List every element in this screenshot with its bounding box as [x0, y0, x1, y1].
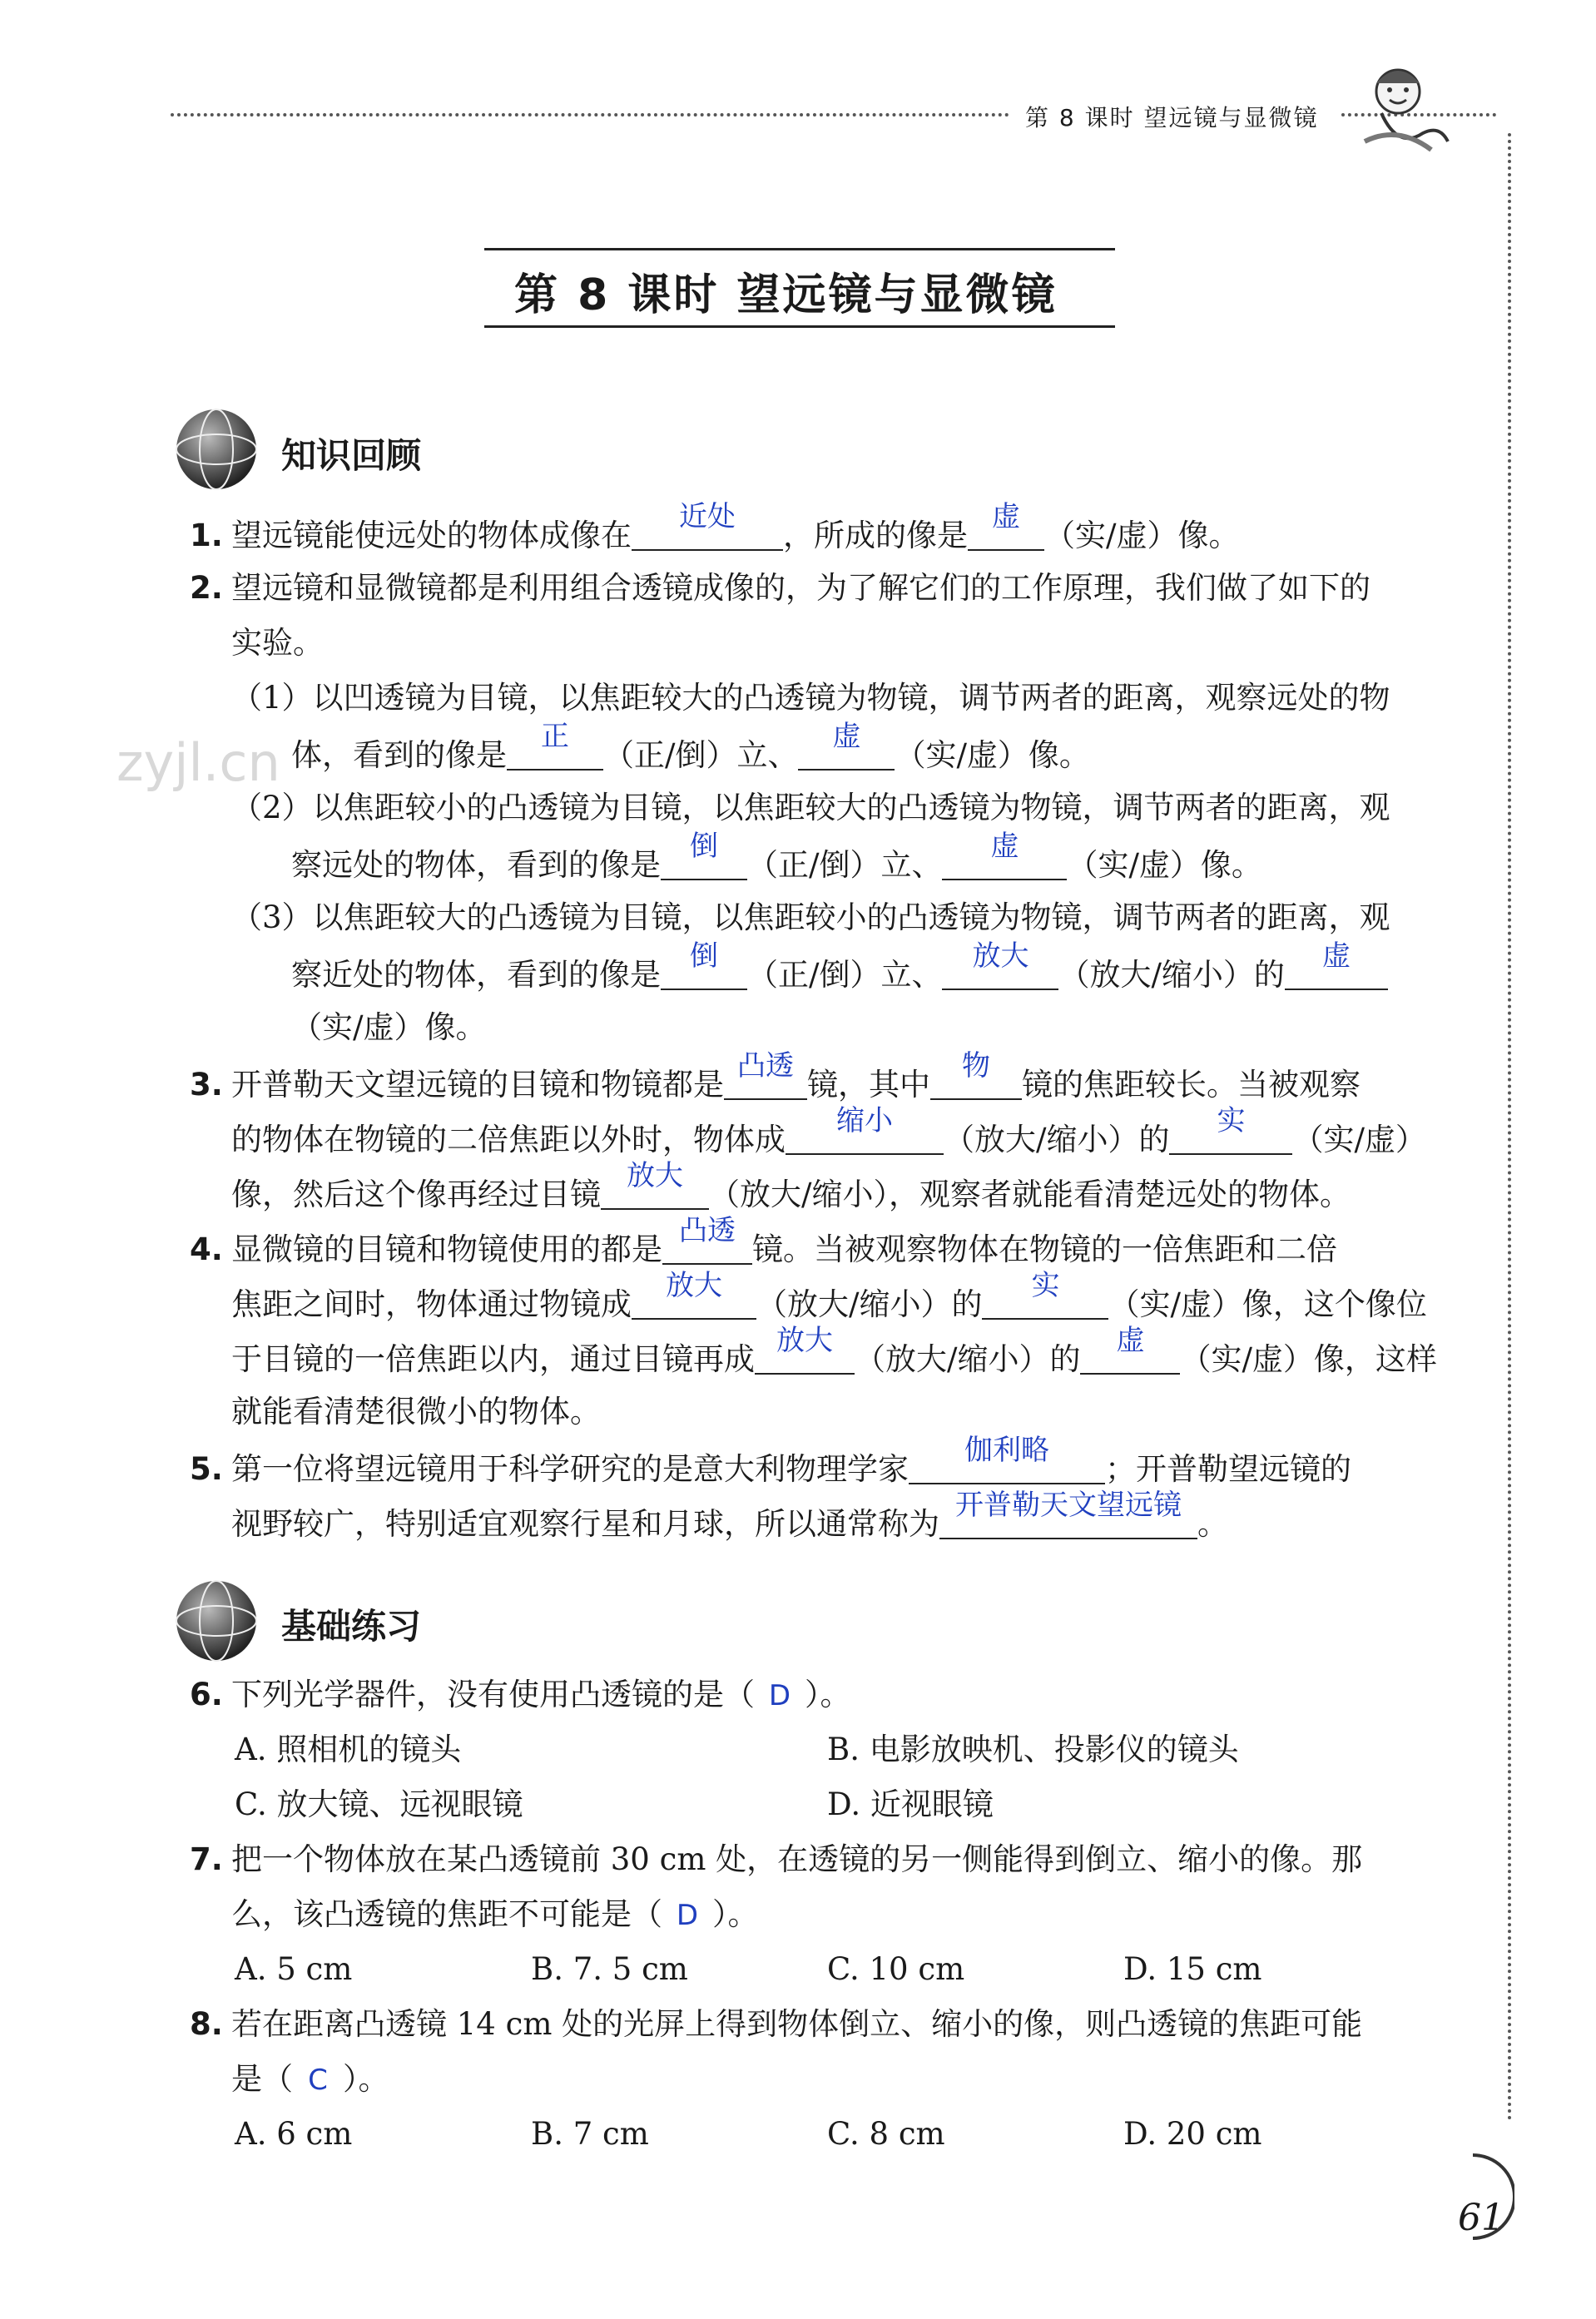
answer-q3-a3: 缩小	[836, 1104, 893, 1137]
question-8-cont: 是（ C ）。	[231, 2061, 389, 2097]
watermark: zyjl.cn	[116, 732, 280, 793]
question-4-cont2: 于目镜的一倍焦距以内，通过目镜再成 放大 （放大/缩小）的 虚 （实/虚）像，这样	[231, 1324, 1437, 1377]
header-dotted-line	[171, 113, 1009, 116]
question-4-end: 就能看清楚很微小的物体。	[231, 1394, 601, 1430]
question-7-cont: 么，该凸透镜的焦距不可能是（ D ）。	[231, 1896, 759, 1932]
question-8: 8. 若在距离凸透镜 14 cm 处的光屏上得到物体倒立、缩小的像，则凸透镜的焦距可能	[190, 2006, 1363, 2042]
q8-option-b: B. 7 cm	[531, 2116, 649, 2152]
q7-option-a: A. 5 cm	[235, 1951, 353, 1987]
q8-option-c: C. 8 cm	[827, 2116, 945, 2152]
question-2-part-3-end: （实/虚）像。	[291, 1009, 487, 1045]
question-3: 3. 开普勒天文望远镜的目镜和物镜都是 凸透 镜，其中 物 镜的焦距较长。当被观察	[190, 1049, 1361, 1103]
question-2-part-3: （3）以焦距较大的凸透镜为目镜，以焦距较小的凸透镜为物镜，调节两者的距离，观	[231, 899, 1390, 935]
answer-q2-p2-a1: 倒	[690, 830, 718, 863]
question-7: 7. 把一个物体放在某凸透镜前 30 cm 处，在透镜的另一侧能得到倒立、缩小的像。那	[190, 1841, 1363, 1877]
question-2-part-1-cont: 体，看到的像是 正 （正/倒）立、 虚 （实/虚）像。	[291, 720, 1090, 773]
answer-q3-a1: 凸透	[737, 1049, 794, 1083]
page-title: 第 8 课时 望远镜与显微镜	[514, 270, 1058, 320]
question-2-intro-cont: 实验。	[231, 625, 324, 661]
globe-icon	[171, 1575, 262, 1667]
answer-q1-a1: 近处	[679, 500, 736, 533]
answer-q2-p1-a2: 虚	[832, 720, 861, 753]
answer-q5-a2: 开普勒天文望远镜	[955, 1489, 1182, 1522]
q7-option-c: C. 10 cm	[827, 1951, 965, 1987]
question-2-part-2-cont: 察远处的物体，看到的像是 倒 （正/倒）立、 虚 （实/虚）像。	[291, 830, 1262, 883]
header-lesson-label: 第 8 课时 望远镜与显微镜	[1025, 104, 1319, 131]
q7-option-d: D. 15 cm	[1123, 1951, 1262, 1987]
question-5: 5. 第一位将望远镜用于科学研究的是意大利物理学家 伽利略 ；开普勒望远镜的	[190, 1434, 1351, 1487]
question-1: 1. 望远镜能使远处的物体成像在 近处 ，所成的像是 虚 （实/虚）像。	[190, 500, 1240, 553]
answer-q3-a2: 物	[962, 1049, 990, 1083]
q6-option-c: C. 放大镜、远视眼镜	[235, 1786, 523, 1822]
answer-q4-a3: 实	[1031, 1269, 1060, 1302]
page-number: 61	[1458, 2197, 1504, 2239]
mascot-icon	[1348, 58, 1456, 158]
question-3-end: 像，然后这个像再经过目镜 放大 （放大/缩小），观察者就能看清楚远处的物体。	[231, 1159, 1351, 1212]
q7-option-b: B. 7. 5 cm	[531, 1951, 688, 1987]
answer-q2-p3-a1: 倒	[690, 939, 718, 973]
answer-q4-a2: 放大	[666, 1269, 722, 1302]
answer-q2-p1-a1: 正	[541, 720, 569, 753]
section-title-review: 知识回顾	[281, 435, 422, 476]
answer-q6: D	[768, 1679, 791, 1712]
question-5-cont: 视野较广，特别适宜观察行星和月球，所以通常称为 开普勒天文望远镜 。	[231, 1489, 1228, 1542]
answer-q4-a4: 放大	[776, 1324, 833, 1357]
question-6: 6. 下列光学器件，没有使用凸透镜的是（ D ）。	[190, 1677, 851, 1712]
question-4-cont: 焦距之间时，物体通过物镜成 放大 （放大/缩小）的 实 （实/虚）像，这个像位	[231, 1269, 1427, 1322]
answer-q8: C	[308, 2064, 328, 2097]
answer-q2-p3-a3: 虚	[1321, 939, 1351, 973]
answer-q2-p3-a2: 放大	[972, 939, 1029, 973]
question-3-cont: 的物体在物镜的二倍焦距以外时，物体成 缩小 （放大/缩小）的 实 （实/虚）	[231, 1104, 1426, 1157]
q6-option-b: B. 电影放映机、投影仪的镜头	[827, 1732, 1239, 1767]
question-2-part-2: （2）以焦距较小的凸透镜为目镜，以焦距较大的凸透镜为物镜，调节两者的距离，观	[231, 790, 1390, 825]
q6-option-a: A. 照相机的镜头	[235, 1732, 462, 1767]
question-4: 4. 显微镜的目镜和物镜使用的都是 凸透 镜。当被观察物体在物镜的一倍焦距和二倍	[190, 1214, 1337, 1267]
question-2-part-1: （1）以凹透镜为目镜，以焦距较大的凸透镜为物镜，调节两者的距离，观察远处的物	[231, 680, 1390, 716]
answer-q5-a1: 伽利略	[964, 1434, 1049, 1467]
answer-q3-a4: 实	[1217, 1104, 1246, 1137]
q6-option-d: D. 近视眼镜	[827, 1786, 994, 1822]
section-title-practice: 基础练习	[281, 1606, 422, 1647]
margin-dotted-line	[1508, 133, 1511, 2122]
answer-q3-a5: 放大	[627, 1159, 683, 1192]
q8-option-d: D. 20 cm	[1123, 2116, 1262, 2152]
question-2: 2. 望远镜和显微镜都是利用组合透镜成像的，为了解它们的工作原理，我们做了如下的	[190, 570, 1370, 606]
q8-option-a: A. 6 cm	[235, 2116, 353, 2152]
answer-q7: D	[676, 1899, 699, 1932]
answer-q4-a5: 虚	[1116, 1324, 1145, 1357]
globe-icon	[171, 404, 262, 495]
answer-q4-a1: 凸透	[679, 1214, 736, 1247]
answer-q2-p2-a2: 虚	[990, 830, 1019, 863]
question-2-part-3-cont: 察近处的物体，看到的像是 倒 （正/倒）立、 放大 （放大/缩小）的 虚	[291, 957, 1388, 990]
answer-q1-a2: 虚	[992, 500, 1020, 533]
